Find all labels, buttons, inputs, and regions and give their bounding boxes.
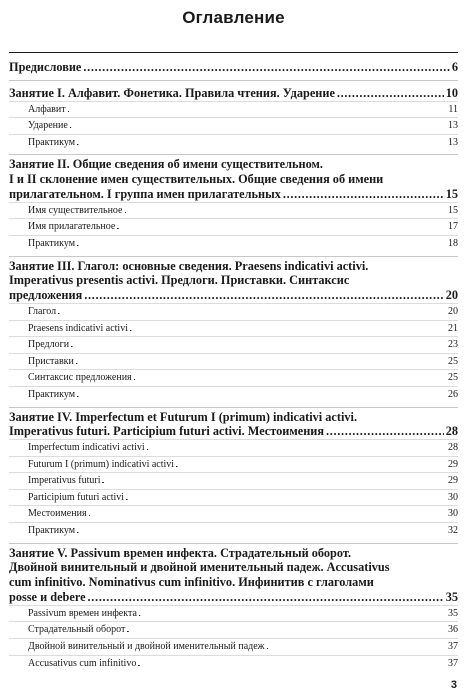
dot-leader [139,606,446,622]
toc-entry-page-number: 13 [448,136,458,148]
chapter-page-number: 28 [445,424,458,439]
dot-leader [71,337,446,353]
toc-entry-label: Passivum времен инфекта [28,607,137,619]
toc-entry-label: Местоимения [28,508,87,520]
toc-entry-page-number: 20 [448,305,458,317]
dot-leader [138,656,446,672]
toc-entry[interactable] [9,218,458,235]
dot-leader [267,639,446,655]
chapter-title-text: предложения [9,288,83,303]
toc-entry[interactable] [9,369,458,386]
chapter-title-line-with-page[interactable] [9,187,458,202]
dot-leader [83,60,449,75]
chapter-title-line-with-page[interactable] [9,288,458,303]
toc-entry[interactable] [9,638,458,655]
chapter-title-line-with-page[interactable] [9,590,458,605]
toc-entry-page-number: 15 [448,204,458,216]
toc-entry-label: Приставки [28,355,74,367]
chapter-title-text: Двойной винительный и двойной именительный падеж. Accusativus [9,560,390,575]
toc-entry[interactable] [9,202,458,219]
toc-entry[interactable] [9,336,458,353]
toc-entry-page-number: 17 [448,221,458,233]
toc-entry[interactable] [9,235,458,252]
toc-entry-page-number: 18 [448,237,458,249]
toc-entry[interactable] [9,353,458,370]
dot-leader [77,523,446,539]
toc-entry[interactable] [9,117,458,134]
toc-entry[interactable] [9,505,458,522]
toc-entry-page-number: 21 [448,322,458,334]
chapter-title-text: I и II склонение имен существительных. Общие сведения об имени [9,172,384,187]
chapter-title-line [9,157,458,172]
chapter-title-text: Занятие V. Passivum времен инфекта. Страдательный оборот. [9,545,352,560]
toc-entry-page-number: 28 [448,442,458,454]
chapter-title-line [9,546,458,561]
chapter-title-text: Занятие III. Глагол: основные сведения. Praesens indicativi activi. [9,258,369,273]
chapter-title-line-with-page[interactable] [9,57,458,79]
dot-leader [102,473,446,489]
toc-entry-label: Imperfectum indicativi activi [28,442,145,454]
dot-leader [147,440,446,456]
dot-leader [117,219,446,235]
toc-entry-page-number: 37 [448,641,458,653]
toc-chapter [9,256,458,403]
toc-entry-page-number: 29 [448,458,458,470]
dot-leader [176,457,446,473]
toc-entry-page-number: 36 [448,624,458,636]
dot-leader [337,86,444,101]
toc-entry-label: Praesens indicativi activi [28,322,128,334]
dot-leader [125,203,447,219]
toc-entry[interactable] [9,472,458,489]
chapter-page-number: 15 [445,186,458,201]
dot-leader [76,354,446,370]
toc-entry-label: Ударение [28,120,68,132]
dot-leader [89,506,446,522]
toc-entry-label: Синтаксис предложения [28,372,132,384]
toc-chapter [9,154,458,251]
toc-entry-label: Имя существительное [28,204,123,216]
toc-entry-page-number: 23 [448,339,458,351]
chapter-title-line [9,259,458,274]
chapter-title-line [9,410,458,425]
toc-entry[interactable] [9,303,458,320]
toc-entry-label: Accusativus cum infinitivo [28,657,137,669]
dot-leader [70,118,446,134]
toc-entry[interactable] [9,320,458,337]
toc-entry-label: Imperativus futuri [28,475,101,487]
chapter-title-text: Imperativus presentis activi. Предлоги. Приставки. Синтаксис [9,273,350,288]
dot-leader [88,590,444,605]
toc-entry-label: Практикум [28,525,76,537]
toc-entry-page-number: 25 [448,372,458,384]
chapter-title-text: Предисловие [9,60,82,74]
toc-entry-page-number: 35 [448,607,458,619]
toc-entry[interactable] [9,456,458,473]
dot-leader [134,370,446,386]
toc-entry-page-number: 13 [448,120,458,132]
toc-entry-page-number: 29 [448,475,458,487]
dot-leader [126,490,446,506]
chapter-page-number: 6 [451,60,458,74]
toc-entry-label: Алфавит [28,103,66,115]
toc-entry[interactable] [9,386,458,403]
dot-leader [283,187,444,202]
chapter-page-number: 10 [445,85,458,100]
page-number: 3 [450,679,457,691]
toc-chapter [9,407,458,539]
toc-entry[interactable] [9,621,458,638]
dot-leader [77,135,446,151]
toc-entry-page-number: 25 [448,355,458,367]
toc-entry-page-number: 32 [448,525,458,537]
chapter-page-number: 35 [445,590,458,605]
toc-chapter [9,543,458,672]
chapter-title-text: Imperativus futuri. Participium futuri activi. Местоимения [9,424,325,439]
chapter-page-number: 20 [445,288,458,303]
toc-entry[interactable] [9,489,458,506]
toc-entry-label: Двойной винительный и двойной именительный падеж [28,641,265,653]
toc-entry-label: Предлоги [28,339,70,351]
toc-entry-label: Практикум [28,136,76,148]
toc-entry-label: Глагол [28,305,57,317]
dot-leader [77,236,446,252]
dot-leader [130,321,446,337]
toc-entry[interactable] [9,522,458,539]
toc-entry-label: Futurum I (primum) indicativi activi [28,458,175,470]
dot-leader [68,102,447,118]
toc-entry-label: Participium futuri activi [28,491,125,503]
dot-leader [127,622,446,638]
chapter-title-text: Занятие IV. Imperfectum et Futurum I (primum) indicativi activi. [9,409,358,424]
toc-entry-label: Имя прилагательное [28,221,116,233]
page-title: Оглавление [182,8,285,27]
chapter-title-text: прилагательном. I группа имен прилагательных [9,186,281,201]
toc-entry-page-number: 11 [448,103,458,115]
toc-entry-label: Практикум [28,388,76,400]
chapter-title-text: Занятие I. Алфавит. Фонетика. Правила чтения. Ударение [9,85,335,100]
toc-preface [9,57,458,81]
chapter-title-text: cum infinitivo. Nominativus cum infinitivo. Инфинитив с глаголами [9,575,374,590]
toc-entry[interactable] [9,134,458,151]
table-of-contents [9,57,458,671]
chapter-title-line [9,575,458,590]
chapter-title-text: posse и debere [9,590,86,605]
toc-entry[interactable] [9,605,458,622]
toc-entry-label: Страдательный оборот [28,624,126,636]
chapter-title-line-with-page[interactable] [9,424,458,439]
dot-leader [84,288,443,303]
toc-entry[interactable] [9,655,458,672]
chapter-title-text: Занятие II. Общие сведения об имени существительном. [9,157,323,172]
dot-leader [77,387,446,403]
toc-entry[interactable] [9,439,458,456]
chapter-title-line [9,172,458,187]
toc-entry-label: Практикум [28,237,76,249]
toc-entry-page-number: 30 [448,491,458,503]
dot-leader [58,304,446,320]
toc-entry-page-number: 26 [448,388,458,400]
toc-entry-page-number: 30 [448,508,458,520]
chapter-title-line [9,273,458,288]
toc-entry[interactable] [9,101,458,118]
toc-chapter [9,84,458,151]
toc-entry-page-number: 37 [448,657,458,669]
title-rule [9,52,458,53]
chapter-title-line-with-page[interactable] [9,86,458,101]
dot-leader [326,424,444,439]
chapter-title-line [9,560,458,575]
